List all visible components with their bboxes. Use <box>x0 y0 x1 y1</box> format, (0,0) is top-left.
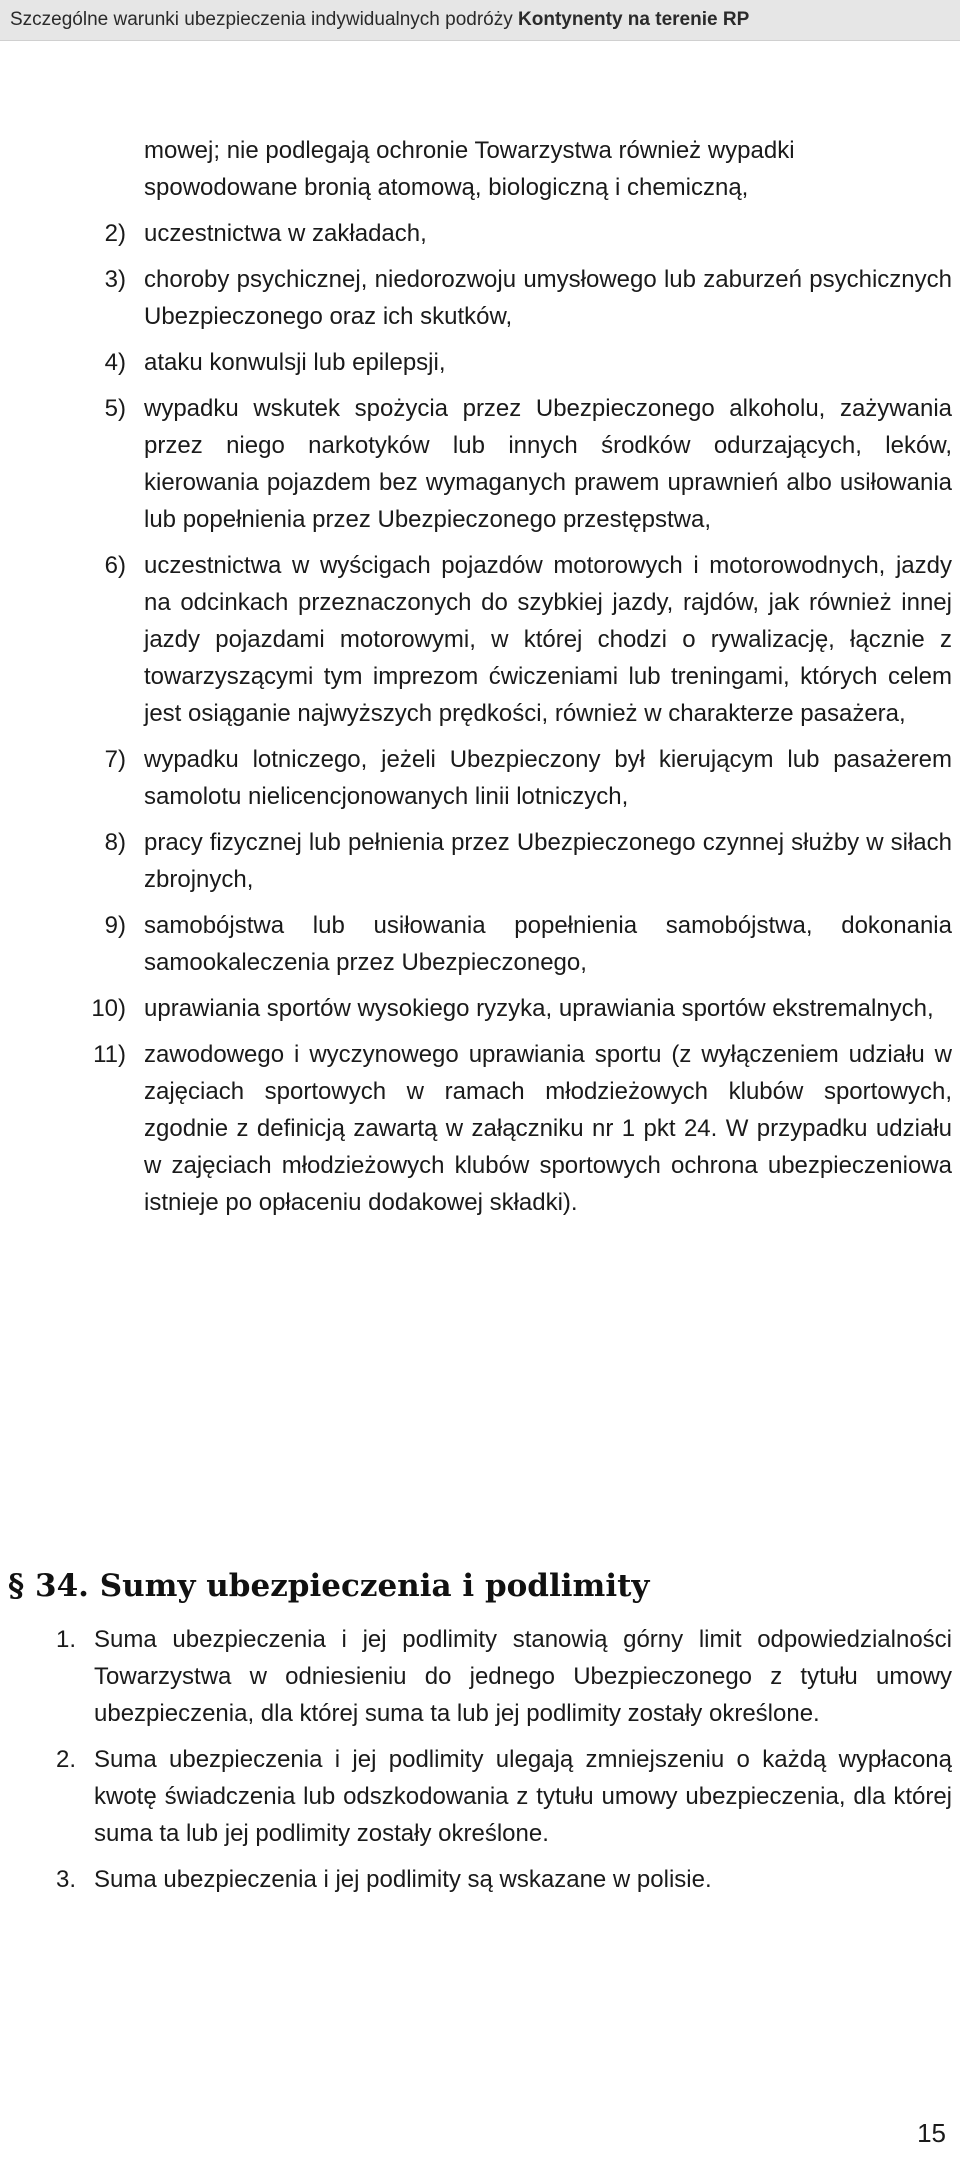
header-title-accent: Kontynenty na terenie RP <box>518 9 750 30</box>
running-header <box>0 0 960 41</box>
section-list <box>0 1612 960 1898</box>
list-item-text: ataku konwulsji lub epilepsji, <box>144 349 446 376</box>
continuation-line-2: spowodowane bronią atomową, biologiczną i chemiczną, <box>144 174 749 201</box>
section-item-number: 1. <box>55 1626 76 1653</box>
list-item-number: 6) <box>104 552 126 579</box>
list-item <box>0 215 960 252</box>
list-item-text: uczestnictwa w zakładach, <box>144 220 427 247</box>
section-item-text: Suma ubezpieczenia i jej podlimity stanowią górny limit odpowiedzialności Towarzystwa w odniesieniu do jednego Ubezpieczonego z tytułu umowy ubezpieczenia, dla której suma ta lub jej podlimity zostały określone. <box>94 1626 952 1727</box>
list-item-text: zawodowego i wyczynowego uprawiania sportu (z wyłączeniem udziału w zajęciach sportowych w ramach młodzieżowych klubów sportowych, zgodnie z definicją zawartą w załączniku nr 1 pkt 24. W przypadku udziału w zajęciach młodzieżowych klubów sportowych ochrona ubezpieczeniowa istnieje po opłaceniu dodakowej składki). <box>144 1041 952 1216</box>
section-list-item <box>0 1741 960 1852</box>
list-item-number: 11) <box>93 1041 126 1068</box>
list-item-text: choroby psychicznej, niedorozwoju umysłowego lub zaburzeń psychicznych Ubezpieczonego oraz ich skutków, <box>144 266 952 330</box>
list-item-number: 7) <box>104 746 126 773</box>
section-item-number: 3. <box>55 1866 76 1893</box>
list-item-text: wypadku wskutek spożycia przez Ubezpieczonego alkoholu, zażywania przez niego narkotyków lub innych środków odurzających, leków, kierowania pojazdem bez wymaganych prawem uprawnień albo usiłowania lub popełnienia przez Ubezpieczonego przestępstwa, <box>144 395 952 533</box>
list-item-number: 10) <box>91 995 126 1022</box>
list-item <box>0 390 960 538</box>
header-title-main: Szczególne warunki ubezpieczenia indywidualnych podróży <box>10 9 513 30</box>
list-item-number: 3) <box>104 266 126 293</box>
list-item-number: 4) <box>104 349 126 376</box>
list-item-number: 9) <box>104 912 126 939</box>
list-item-text: uczestnictwa w wyścigach pojazdów motorowych i motorowodnych, jazdy na odcinkach przeznaczonych do szybkiej jazdy, rajdów, jak również innej jazdy pojazdami motorowymi, w której chodzi o rywalizację, łącznie z towarzyszącymi tym imprezom ćwiczeniami lub treningami, których celem jest osiąganie najwyższych prędkości, również w charakterze pasażera, <box>144 552 952 727</box>
list-item <box>0 741 960 815</box>
page-number: 15 <box>917 2118 946 2148</box>
list-item <box>0 990 960 1027</box>
list-item-text: uprawiania sportów wysokiego ryzyka, uprawiania sportów ekstremalnych, <box>144 995 934 1022</box>
list-item-text: wypadku lotniczego, jeżeli Ubezpieczony był kierującym lub pasażerem samolotu nielicencjonowanych linii lotniczych, <box>144 746 952 810</box>
list-item <box>0 344 960 381</box>
exclusions-list <box>0 206 960 1221</box>
section-heading: § 34. Sumy ubezpieczenia i podlimity <box>8 1568 650 1604</box>
section-list-item <box>0 1621 960 1732</box>
list-item <box>0 824 960 898</box>
list-item-text: samobójstwa lub usiłowania popełnienia samobójstwa, dokonania samookaleczenia przez Ubezpieczonego, <box>144 912 952 976</box>
list-item <box>0 547 960 732</box>
list-item-number: 2) <box>104 220 126 247</box>
section-item-number: 2. <box>55 1746 76 1773</box>
list-item <box>0 261 960 335</box>
list-item-number: 8) <box>104 829 126 856</box>
list-item-number: 5) <box>104 395 126 422</box>
continuation-line-1: mowej; nie podlegają ochronie Towarzystwa również wypadki <box>144 137 795 164</box>
list-item <box>0 1036 960 1221</box>
section-item-text: Suma ubezpieczenia i jej podlimity ulegają zmniejszeniu o każdą wypłaconą kwotę świadczenia lub odszkodowania z tytułu umowy ubezpieczenia, dla której suma ta lub jej podlimity zostały określone. <box>94 1746 952 1847</box>
header-title <box>10 9 749 31</box>
section-list-item <box>0 1861 960 1898</box>
list-item-text: pracy fizycznej lub pełnienia przez Ubezpieczonego czynnej służby w siłach zbrojnych, <box>144 829 952 893</box>
section-item-text: Suma ubezpieczenia i jej podlimity są wskazane w polisie. <box>94 1866 712 1893</box>
list-item <box>0 907 960 981</box>
